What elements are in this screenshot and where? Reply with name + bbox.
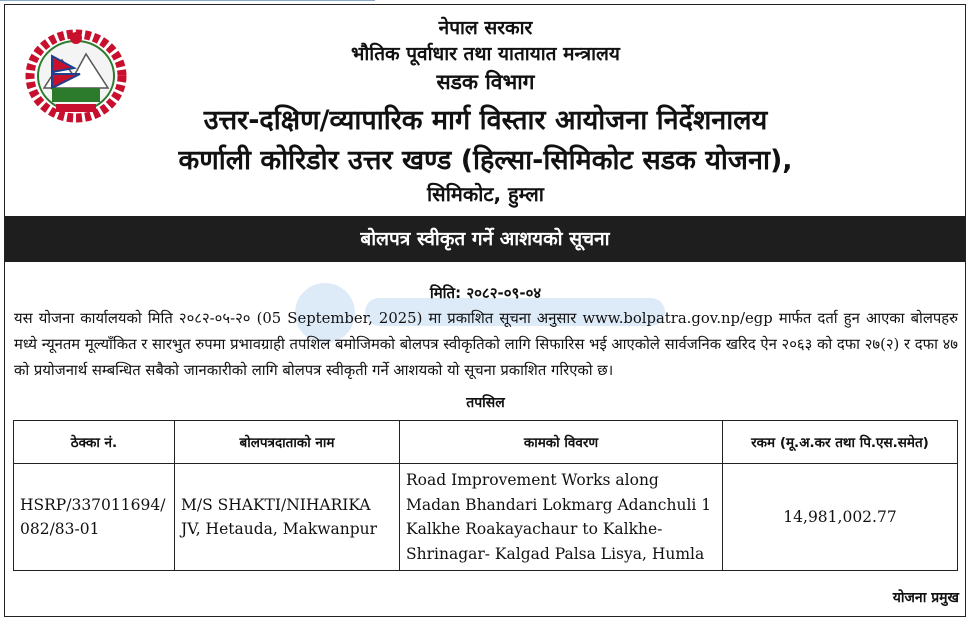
notice-date: मिति: २०८२-०९-०४ — [429, 284, 542, 302]
signature-label: योजना प्रमुख — [892, 590, 959, 606]
notice-title-banner: बोलपत्र स्वीकृत गर्ने आशयको सूचना — [5, 216, 965, 262]
top-rule — [0, 0, 375, 1]
ministry-name: भौतिक पूर्वाधार तथा यातायात मन्त्रालय — [351, 43, 620, 65]
award-table — [13, 420, 958, 571]
header-amount: रकम (मू.अ.कर तथा पि.एस.समेत) — [723, 421, 958, 464]
bidder-name: M/S SHAKTI/NIHARIKA JV, Hetauda, Makwanpur — [175, 464, 400, 571]
project-name: कर्णाली कोरिडोर उत्तर खण्ड (हिल्सा-सिमिकोट सडक योजना), — [178, 145, 793, 176]
office-location: सिमिकोट, हुम्ला — [427, 182, 544, 206]
department-name: सडक विभाग — [436, 70, 535, 94]
notice-paragraph: यस योजना कार्यालयको मिति २०८२-०५-२० (05 September, 2025) मा प्रकाशित सूचना अनुसार www.bolpatra.gov.np/egp मार्फत दर्ता हुन आएका बोलपहरु मध्ये न्यूनतम मूल्याँकित र सारभुत रुपमा प्रभावग्राही तपशिल बमोजिमको बोलपत्र स्वीकृतिको लागि सिफारिस भई आएकोले सार्वजनिक खरिद ऐन २०६३ को दफा २७(२) र दफा ४७ को प्रयोजनार्थ सम्बन्धित सबैको जानकारीको लागि बोलपत्र स्वीकृती गर्ने आशयको यो सूचना प्रकाशित गरिएको छ। — [14, 310, 958, 379]
table-row — [14, 464, 958, 571]
header-contract-no: ठेक्का नं. — [14, 421, 175, 464]
table-header-row — [14, 421, 958, 464]
govt-name: नेपाल सरकार — [438, 17, 533, 39]
header-bidder-name: बोलपत्रदाताको नाम — [175, 421, 400, 464]
directorate-name: उत्तर-दक्षिण/व्यापारिक मार्ग विस्तार आयोजना निर्देशनालय — [203, 105, 768, 136]
contract-number: HSRP/337011694/ 082/83-01 — [14, 464, 175, 571]
contract-amount: 14,981,002.77 — [723, 464, 958, 571]
work-description: Road Improvement Works along Madan Bhandari Lokmarg Adanchuli 1 Kalkhe Roakayachaur to Kalkhe-Shrinagar- Kalgad Palsa Lisya, Humla — [400, 464, 723, 571]
details-heading: तपसिल — [466, 395, 505, 411]
header-work-description: कामको विवरण — [400, 421, 723, 464]
